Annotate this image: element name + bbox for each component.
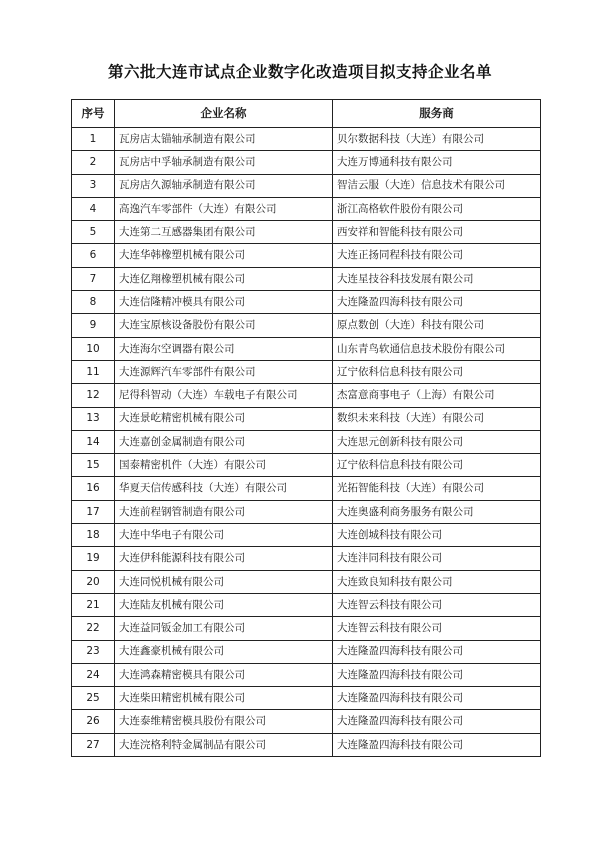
table-row bbox=[72, 524, 541, 547]
company-name-cell: 大连亿翔橡塑机械有限公司 bbox=[115, 267, 333, 290]
page-title: 第六批大连市试点企业数字化改造项目拟支持企业名单 bbox=[107, 63, 492, 81]
service-provider-cell: 大连正扬同程科技有限公司 bbox=[333, 244, 541, 267]
table-row bbox=[72, 477, 541, 500]
table-row bbox=[72, 617, 541, 640]
company-name-cell: 大连景屹精密机械有限公司 bbox=[115, 407, 333, 430]
row-number: 18 bbox=[72, 524, 115, 547]
table-header-row bbox=[72, 100, 541, 128]
table-row bbox=[72, 570, 541, 593]
table-row bbox=[72, 221, 541, 244]
service-provider-cell: 大连奥盛利商务服务有限公司 bbox=[333, 500, 541, 523]
service-provider-cell: 山东青鸟软通信息技术股份有限公司 bbox=[333, 337, 541, 360]
row-number: 22 bbox=[72, 617, 115, 640]
row-number: 21 bbox=[72, 593, 115, 616]
row-number: 23 bbox=[72, 640, 115, 663]
row-number: 27 bbox=[72, 733, 115, 756]
service-provider-cell: 杰富意商事电子（上海）有限公司 bbox=[333, 384, 541, 407]
table-row bbox=[72, 151, 541, 174]
row-number: 20 bbox=[72, 570, 115, 593]
table-row bbox=[72, 291, 541, 314]
table-row bbox=[72, 593, 541, 616]
company-name-cell: 大连第二互感器集团有限公司 bbox=[115, 221, 333, 244]
service-provider-cell: 贝尔数据科技（大连）有限公司 bbox=[333, 128, 541, 151]
company-name-cell: 瓦房店久源轴承制造有限公司 bbox=[115, 174, 333, 197]
service-provider-cell: 光拓智能科技（大连）有限公司 bbox=[333, 477, 541, 500]
service-provider-cell: 西安祥和智能科技有限公司 bbox=[333, 221, 541, 244]
table-row bbox=[72, 197, 541, 220]
company-name-cell: 大连泰维精密模具股份有限公司 bbox=[115, 710, 333, 733]
table-row bbox=[72, 244, 541, 267]
company-name-cell: 大连中华电子有限公司 bbox=[115, 524, 333, 547]
service-provider-cell: 大连沣同科技有限公司 bbox=[333, 547, 541, 570]
row-number: 15 bbox=[72, 454, 115, 477]
service-provider-cell: 大连隆盈四海科技有限公司 bbox=[333, 733, 541, 756]
table-row bbox=[72, 128, 541, 151]
service-provider-cell: 大连星技谷科技发展有限公司 bbox=[333, 267, 541, 290]
company-name-cell: 大连信隆精冲模具有限公司 bbox=[115, 291, 333, 314]
row-number: 19 bbox=[72, 547, 115, 570]
service-provider-cell: 大连隆盈四海科技有限公司 bbox=[333, 710, 541, 733]
company-name-cell: 大连同悦机械有限公司 bbox=[115, 570, 333, 593]
row-number: 10 bbox=[72, 337, 115, 360]
row-number: 11 bbox=[72, 360, 115, 383]
company-name-cell: 大连柴田精密机械有限公司 bbox=[115, 687, 333, 710]
service-provider-cell: 大连隆盈四海科技有限公司 bbox=[333, 291, 541, 314]
table-row bbox=[72, 267, 541, 290]
company-name-cell: 大连源辉汽车零部件有限公司 bbox=[115, 360, 333, 383]
service-provider-cell: 辽宁依科信息科技有限公司 bbox=[333, 360, 541, 383]
company-name-cell: 大连海尔空调器有限公司 bbox=[115, 337, 333, 360]
table-row bbox=[72, 663, 541, 686]
row-number: 14 bbox=[72, 430, 115, 453]
service-provider-cell: 大连智云科技有限公司 bbox=[333, 617, 541, 640]
company-name-cell: 大连浣格利特金属制品有限公司 bbox=[115, 733, 333, 756]
table-row bbox=[72, 384, 541, 407]
company-name-cell: 大连华韩橡塑机械有限公司 bbox=[115, 244, 333, 267]
header-company: 企业名称 bbox=[115, 100, 333, 128]
company-name-cell: 大连陆友机械有限公司 bbox=[115, 593, 333, 616]
company-name-cell: 大连益同钣金加工有限公司 bbox=[115, 617, 333, 640]
row-number: 24 bbox=[72, 663, 115, 686]
row-number: 25 bbox=[72, 687, 115, 710]
table-row bbox=[72, 337, 541, 360]
company-name-cell: 大连鑫豪机械有限公司 bbox=[115, 640, 333, 663]
row-number: 13 bbox=[72, 407, 115, 430]
header-num: 序号 bbox=[72, 100, 115, 128]
table-row bbox=[72, 314, 541, 337]
enterprise-table bbox=[71, 99, 541, 757]
service-provider-cell: 原点数创（大连）科技有限公司 bbox=[333, 314, 541, 337]
table-row bbox=[72, 454, 541, 477]
row-number: 7 bbox=[72, 267, 115, 290]
row-number: 26 bbox=[72, 710, 115, 733]
company-name-cell: 华夏天信传感科技（大连）有限公司 bbox=[115, 477, 333, 500]
company-name-cell: 大连鸿森精密模具有限公司 bbox=[115, 663, 333, 686]
row-number: 8 bbox=[72, 291, 115, 314]
table-row bbox=[72, 430, 541, 453]
service-provider-cell: 辽宁依科信息科技有限公司 bbox=[333, 454, 541, 477]
service-provider-cell: 智洁云服（大连）信息技术有限公司 bbox=[333, 174, 541, 197]
table-row bbox=[72, 710, 541, 733]
row-number: 5 bbox=[72, 221, 115, 244]
header-provider: 服务商 bbox=[333, 100, 541, 128]
table-row bbox=[72, 640, 541, 663]
service-provider-cell: 大连隆盈四海科技有限公司 bbox=[333, 687, 541, 710]
table-row bbox=[72, 500, 541, 523]
table-row bbox=[72, 733, 541, 756]
service-provider-cell: 大连隆盈四海科技有限公司 bbox=[333, 640, 541, 663]
row-number: 2 bbox=[72, 151, 115, 174]
company-name-cell: 大连嘉创金属制造有限公司 bbox=[115, 430, 333, 453]
company-name-cell: 高逸汽车零部件（大连）有限公司 bbox=[115, 197, 333, 220]
service-provider-cell: 大连智云科技有限公司 bbox=[333, 593, 541, 616]
service-provider-cell: 大连创城科技有限公司 bbox=[333, 524, 541, 547]
service-provider-cell: 大连思元创新科技有限公司 bbox=[333, 430, 541, 453]
table-row bbox=[72, 407, 541, 430]
row-number: 1 bbox=[72, 128, 115, 151]
company-name-cell: 大连伊科能源科技有限公司 bbox=[115, 547, 333, 570]
table-row bbox=[72, 174, 541, 197]
company-name-cell: 尼得科智动（大连）车载电子有限公司 bbox=[115, 384, 333, 407]
table-body bbox=[72, 128, 541, 757]
table-row bbox=[72, 547, 541, 570]
service-provider-cell: 大连致良知科技有限公司 bbox=[333, 570, 541, 593]
service-provider-cell: 大连隆盈四海科技有限公司 bbox=[333, 663, 541, 686]
service-provider-cell: 浙江高格软件股份有限公司 bbox=[333, 197, 541, 220]
row-number: 3 bbox=[72, 174, 115, 197]
row-number: 16 bbox=[72, 477, 115, 500]
row-number: 4 bbox=[72, 197, 115, 220]
row-number: 9 bbox=[72, 314, 115, 337]
table-row bbox=[72, 687, 541, 710]
table-row bbox=[72, 360, 541, 383]
company-name-cell: 瓦房店中孚轴承制造有限公司 bbox=[115, 151, 333, 174]
service-provider-cell: 数织未来科技（大连）有限公司 bbox=[333, 407, 541, 430]
row-number: 12 bbox=[72, 384, 115, 407]
company-name-cell: 瓦房店太锚轴承制造有限公司 bbox=[115, 128, 333, 151]
company-name-cell: 大连宝原核设备股份有限公司 bbox=[115, 314, 333, 337]
row-number: 6 bbox=[72, 244, 115, 267]
company-name-cell: 国泰精密机件（大连）有限公司 bbox=[115, 454, 333, 477]
service-provider-cell: 大连万博通科技有限公司 bbox=[333, 151, 541, 174]
company-name-cell: 大连前程钢管制造有限公司 bbox=[115, 500, 333, 523]
row-number: 17 bbox=[72, 500, 115, 523]
